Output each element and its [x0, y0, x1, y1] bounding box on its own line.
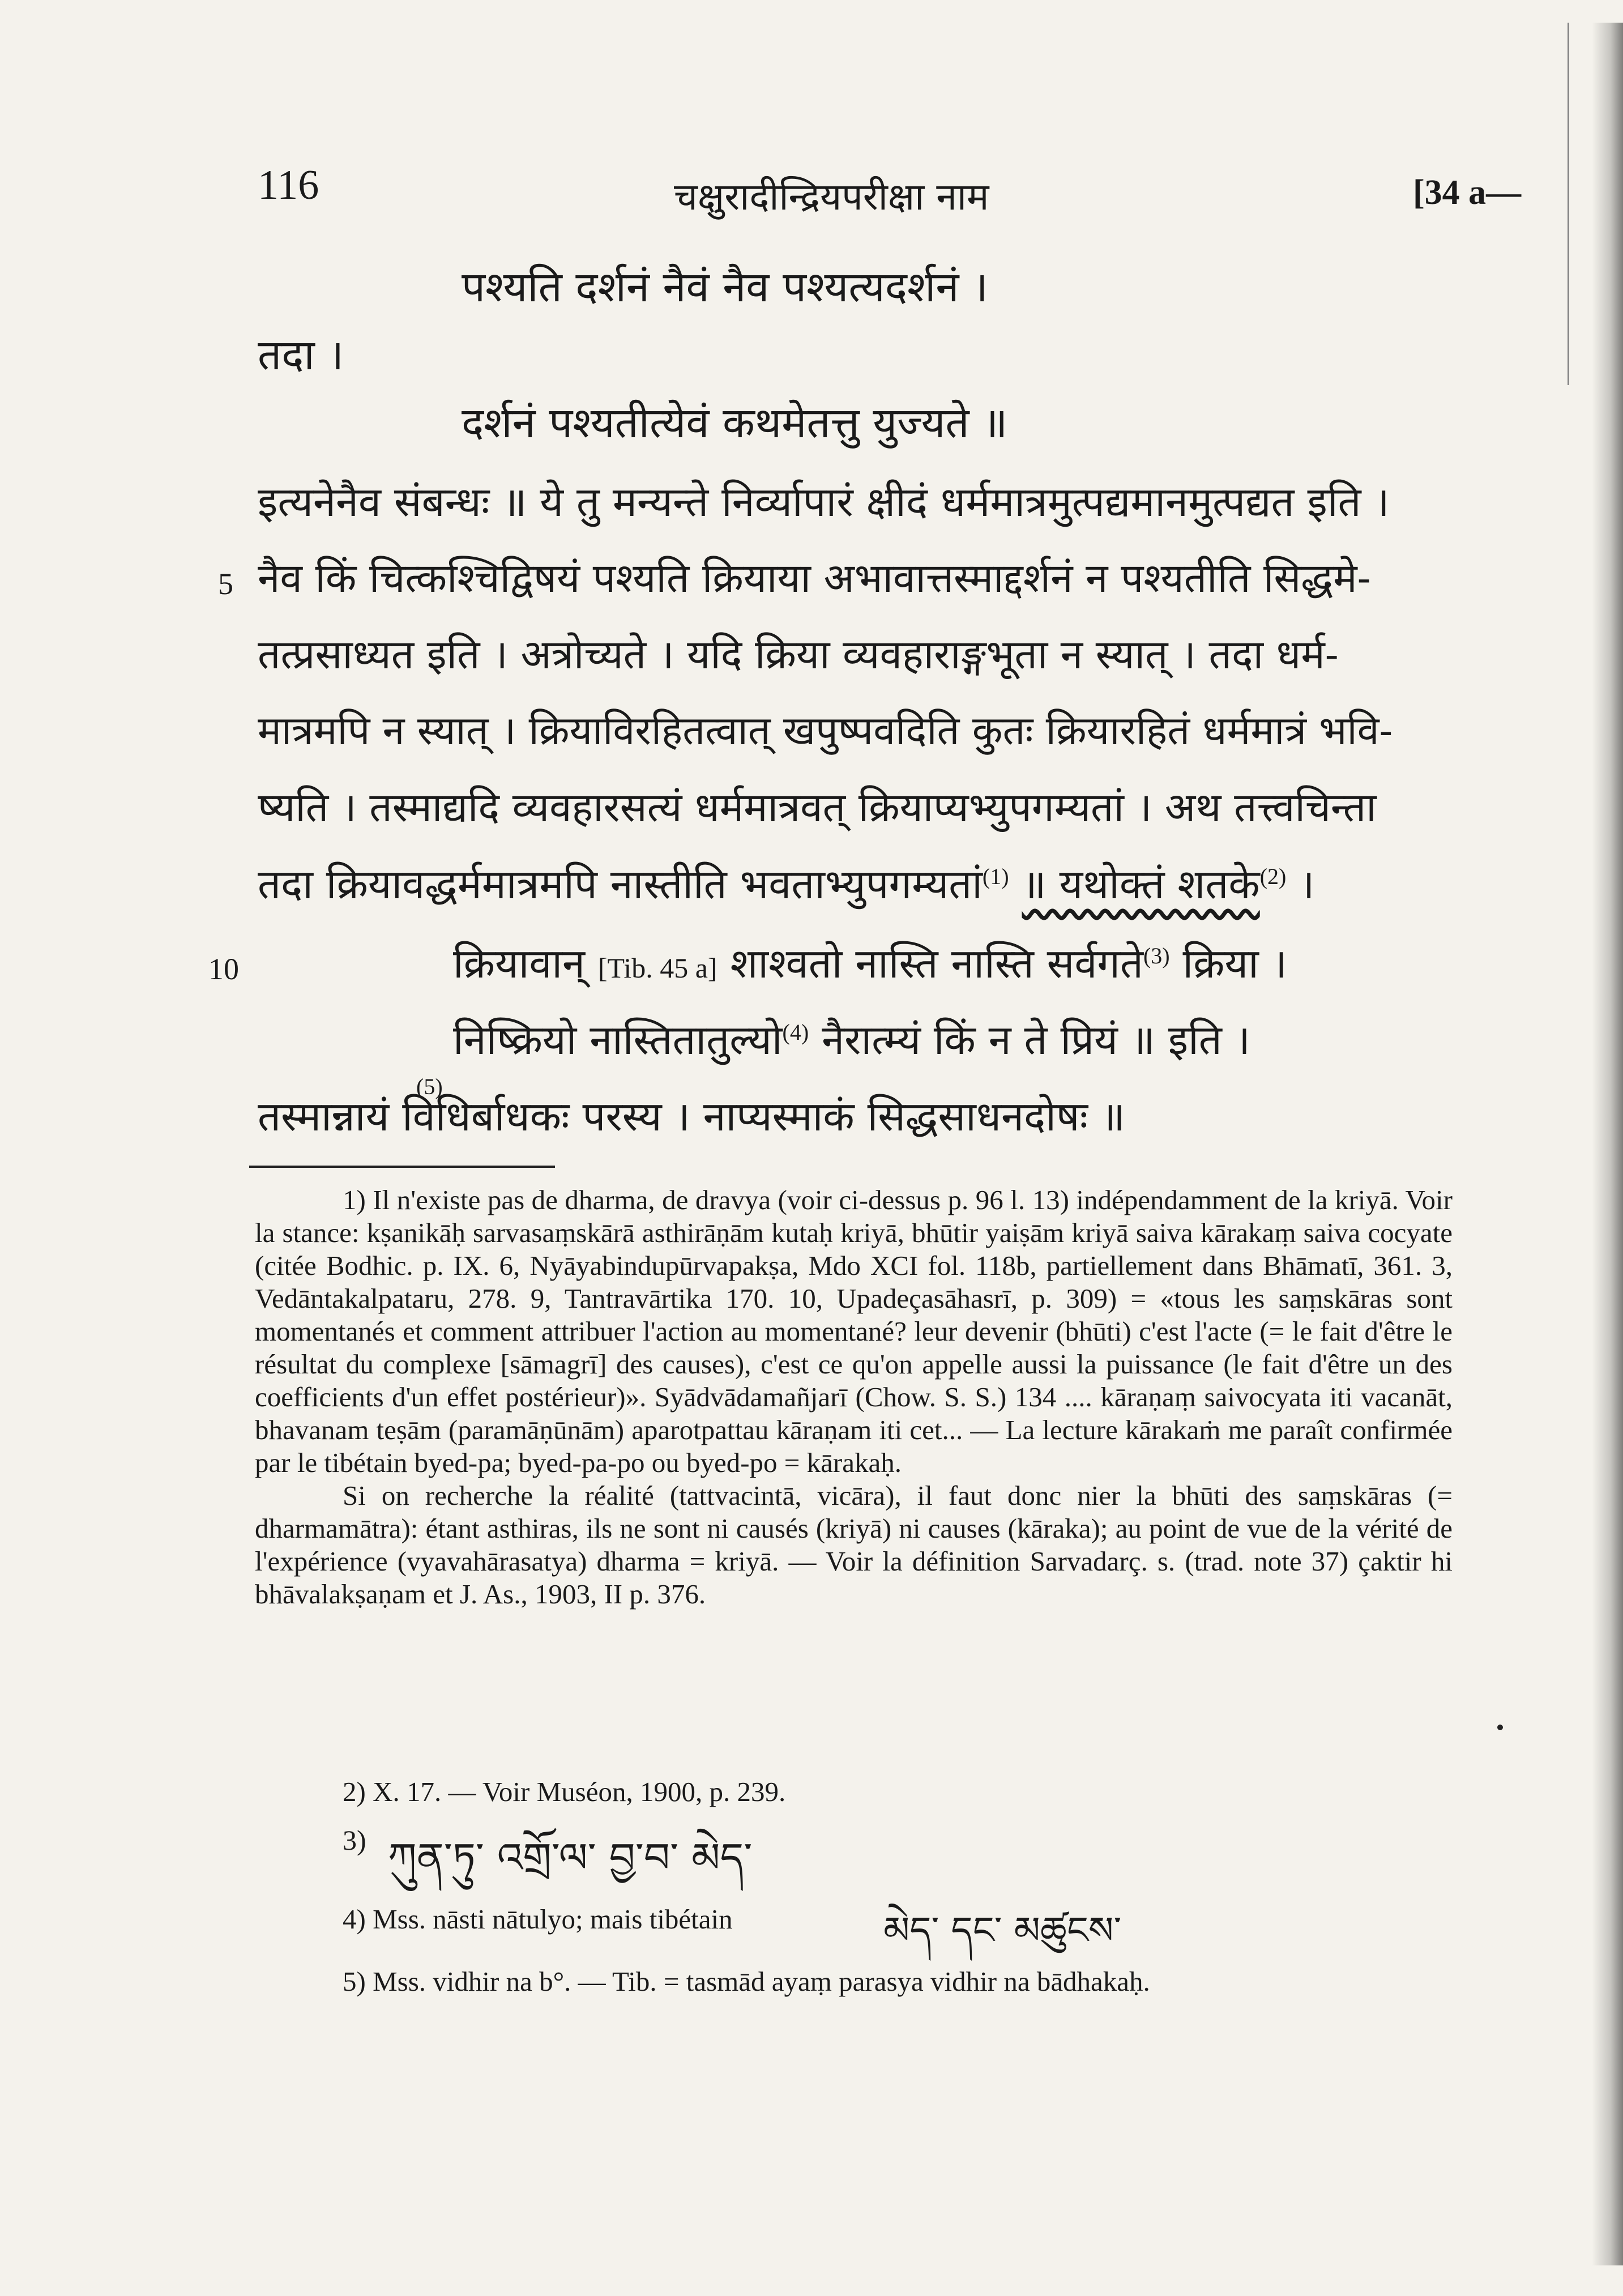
- prose-line-4: इत्यनेनैव संबन्धः ॥ ये तु मन्यन्ते निर्व्यापारं क्षीदं धर्ममात्रमुत्पद्यमानमुत्पद्यत इति ।: [258, 478, 1390, 526]
- verse-line-11-end: नैरात्म्यं किं न ते प्रियं ॥ इति ।: [822, 1016, 1250, 1064]
- footnote-3-label: 3): [343, 1824, 366, 1856]
- verse-line-10-end: क्रिया ।: [1182, 940, 1287, 987]
- prose-line-12: तस्मान्नायं विधिर्बाधकः परस्य । नाप्यस्माकं सिद्धसाधनदोषः ॥: [258, 1092, 1126, 1140]
- shataka-quote: ॥ यथोक्तं शतके: [1022, 860, 1260, 908]
- prose-line-8: ष्यति । तस्माद्यदि व्यवहारसत्यं धर्ममात्रवत् क्रियाप्यभ्युपगम्यतां । अथ तत्त्वचिन्ता: [258, 784, 1377, 831]
- verse-line-1: पश्यति दर्शनं नैवं नैव पश्यत्यदर्शनं ।: [462, 263, 988, 311]
- scanned-page-edge: [1592, 23, 1623, 2265]
- footnote-1-para-1: 1) Il n'existe pas de dharma, de dravya (voir ci-dessus p. 96 l. 13) indépendamment de la kriyā. Voir la stance: kṣanikāḥ sarvasaṃskārā asthirāṇām kutaḥ kriyā, bhūtir yaiṣām kriyā saiva kārakaṃ saiva cocyate (citée Bodhic. p. IX. 6, Nyāyabindupūrvapakṣa, Mdo XCI fol. 118b, partiellement dans Bhāmatī, 361. 3, Vedāntakalpataru, 278. 9, Tantravārtika 170. 10, Upadeçasāhasrī, p. 309) = «tous les saṃskāras sont momentanés et comment attribuer l'action au momentané? leur devenir (bhūti) c'est l'acte (= le fait d'être le résultat du complexe [sāmagrī] des causes), c'est ce qu'on appelle aussi la puissance (le fait d'être un des coefficients d'un effet postérieur)». Syādvādamañjarī (Chow. S. S.) 134 .... kāraṇaṃ saivocyata iti vacanāt, bhavanam teṣām (paramāṇūnām) aparotpattau kāraṇam iti cet... — La lecture kārakaṁ me paraît confirmée par le tibétain byed-pa; byed-pa-po ou byed-po = kārakaḥ.: [255, 1184, 1453, 1478]
- tibetan-folio-ref: [Tib. 45 a]: [597, 952, 717, 984]
- footnote-1-para-2: Si on recherche la réalité (tattvacintā, vicāra), il faut donc nier la bhūti des saṃskāras (= dharmamātra): étant asthiras, ils ne sont ni causés (kriyā) ni causes (kāraka); au point de vue de la vérité de l'expérience (vyavahārasatya) dharma = kriyā. — Voir la définition Sarvadarç. s. (trad. note 37) çaktir hi bhāvalakṣaṇam et J. As., 1903, II p. 376.: [255, 1480, 1453, 1610]
- line-number-10: 10: [208, 952, 239, 986]
- prose-line-9-text: तदा क्रियावद्धर्ममात्रमपि नास्तीति भवताभ्युपगम्यतां: [258, 860, 983, 908]
- note-mark-4: (4): [782, 1019, 809, 1045]
- footnote-2: 2) X. 17. — Voir Muséon, 1900, p. 239.: [343, 1776, 786, 1807]
- note-mark-5: (5): [416, 1074, 443, 1099]
- prose-line-7: मात्रमपि न स्यात् । क्रियाविरहितत्वात् खपुष्पवदिति कुतः क्रियारहितं धर्ममात्रं भवि-: [258, 707, 1393, 754]
- verse-line-10: [453, 940, 1287, 987]
- note-mark-2: (2): [1259, 864, 1287, 889]
- verse-line-10-mid: शाश्वतो नास्ति नास्ति सर्वगते: [730, 940, 1143, 987]
- section-reference: [34 a—: [1413, 173, 1522, 212]
- stray-ink-dot: [1497, 1725, 1503, 1730]
- text-line-tada: तदा ।: [258, 331, 344, 379]
- footnotes-block: [255, 1184, 1453, 1611]
- prose-line-6: तत्प्रसाध्यत इति । अत्रोच्यते । यदि क्रिया व्यवहाराङ्गभूता न स्यात् । तदा धर्म-: [258, 631, 1339, 678]
- verse-line-11-start: निष्क्रियो नास्तितातुल्यो: [453, 1016, 783, 1064]
- prose-line-9: तदा क्रियावद्धर्ममात्रमपि नास्तीति भवताभ्युपगम्यतां$^{(1)}$ ॥ यथोक्तं शतके$^{(2)}$ ।: [258, 860, 1315, 908]
- prose-line-5: नैव किं चित्कश्चिद्विषयं पश्यति क्रियाया अभावात्तस्माद्दर्शनं न पश्यतीति सिद्धमे-: [258, 554, 1371, 601]
- verse-line-11: [453, 1016, 1250, 1064]
- note-mark-1: (1): [982, 864, 1009, 889]
- line-number-5: 5: [218, 567, 233, 601]
- verse-line-10-start: क्रियावान्: [453, 940, 585, 987]
- footnote-4-text: 4) Mss. nāsti nātulyo; mais tibétain: [343, 1904, 733, 1935]
- footnote-3-tibetan: ཀུན་ཏུ་ འགྲོ་ལ་ བྱ་བ་ མེད་: [388, 1834, 753, 1881]
- footnote-5: 5) Mss. vidhir na b°. — Tib. = tasmād ayaṃ parasya vidhir na bādhakaḥ.: [343, 1966, 1150, 1997]
- note-mark-3: (3): [1143, 943, 1170, 968]
- page-border-line: [1568, 23, 1569, 385]
- footnote-4-tibetan: མེད་ དང་ མཚུངས་: [883, 1909, 1122, 1952]
- verse-line-2: दर्शनं पश्यतीत्येवं कथमेतत्तु युज्यते ॥: [462, 399, 1008, 447]
- footnote-separator: [249, 1166, 555, 1168]
- page-number: 116: [258, 162, 319, 208]
- running-title: चक्षुरादीन्द्रियपरीक्षा नाम: [674, 175, 989, 219]
